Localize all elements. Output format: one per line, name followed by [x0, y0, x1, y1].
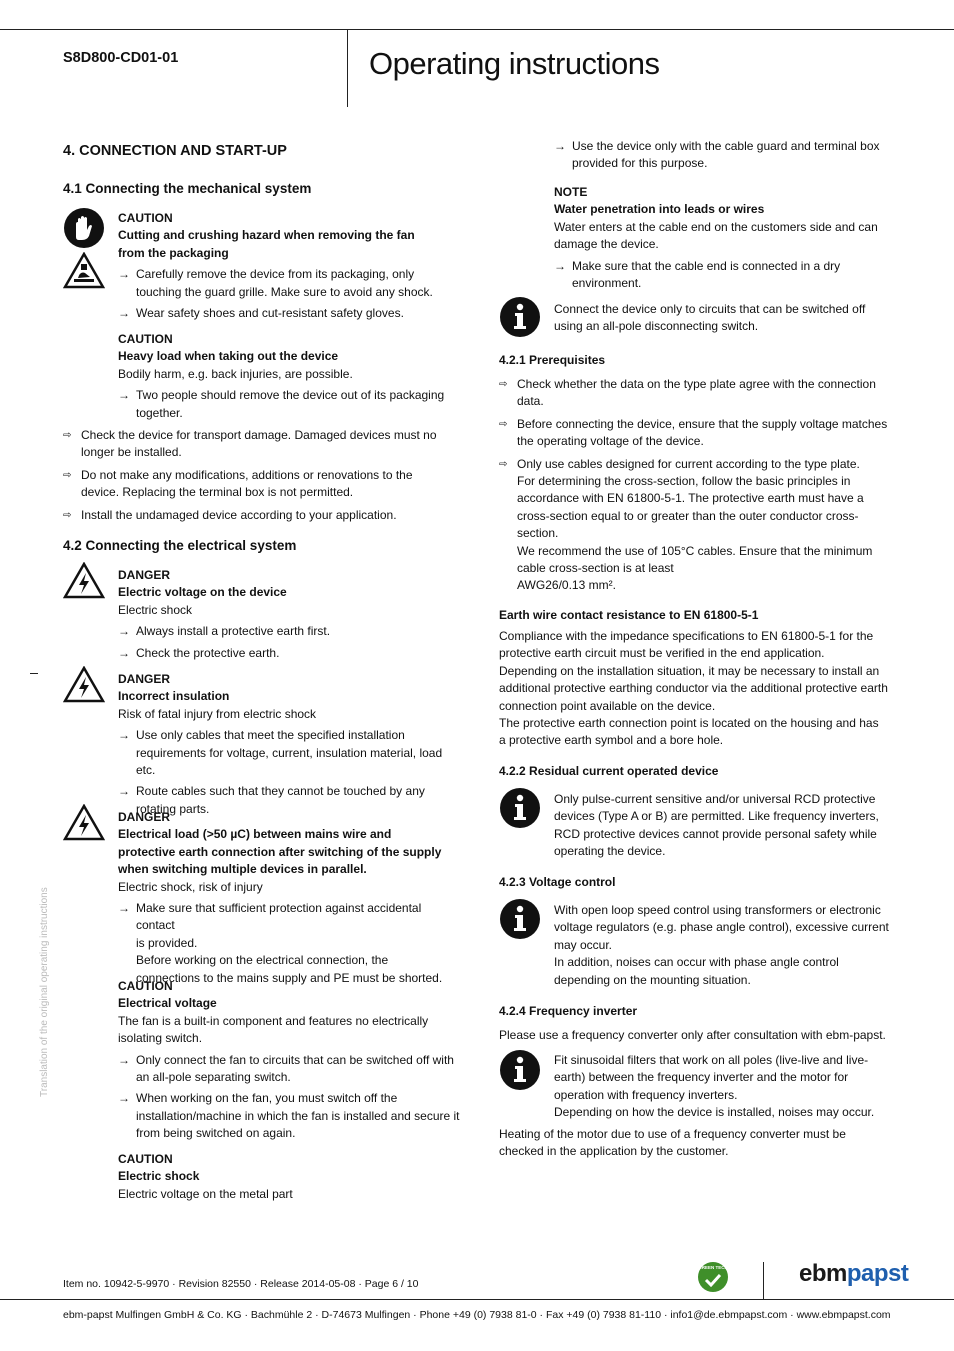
danger-voltage	[118, 567, 463, 662]
danger-electrical-load	[118, 809, 463, 987]
danger-heading-cont: protective earth connection after switching of the supply	[118, 844, 442, 859]
info-text: In addition, noises can occur with phase angle control	[554, 955, 839, 970]
prereq-title: 4.2.1 Prerequisites	[499, 353, 606, 367]
info-text: Depending on how the device is installed, noises may occur.	[554, 1105, 875, 1120]
danger-heading: Electrical load (>50 µC) between mains wire and	[118, 827, 392, 842]
paragraph-line: Heating of the motor due to use of a frequency converter must be	[499, 1127, 846, 1141]
caution-heavy-load	[118, 331, 463, 422]
danger-body: Risk of fatal injury from electric shock	[118, 706, 317, 721]
earth-title: Earth wire contact resistance to EN 61800-5-1	[499, 608, 759, 622]
footer-logo-divider	[763, 1262, 764, 1300]
info-text: Fit sinusoidal filters that work on all poles (live-live and live-	[554, 1053, 869, 1067]
note-water	[554, 184, 894, 292]
earth-paragraph	[499, 628, 894, 750]
caution-heading: Cutting and crushing hazard when removing the fan	[118, 228, 415, 243]
instruction-item: → Make sure that sufficient protection against accidental contact is provided. Before working on the electrical connection, the connections to the mains supply and PE must be shorted.	[118, 901, 443, 985]
info-text: voltage regulators (e.g. phase angle control), excessive current	[554, 920, 889, 935]
page-title: Operating instructions	[369, 46, 660, 81]
header-top-rule	[0, 29, 954, 30]
danger-label: DANGER	[118, 568, 171, 582]
instruction-item: → When working on the fan, you must switch off the installation/machine in which the fan is installed and secure it from being switched on again.	[118, 1091, 460, 1141]
freq-info	[554, 1052, 894, 1122]
info-text: may occur.	[554, 937, 613, 952]
paragraph-line: protective earth circuit must be verified in the end application.	[499, 646, 825, 661]
prereq-list	[499, 376, 894, 600]
instruction-item: → Use the device only with the cable guard and terminal box provided for this purpose.	[554, 139, 880, 171]
electric-hazard-icon	[63, 562, 105, 599]
section-title: 4. CONNECTION AND START-UP	[63, 143, 287, 159]
electric-hazard-icon	[63, 804, 105, 841]
header-divider	[347, 29, 348, 107]
instruction-item: → Carefully remove the device from its packaging, only touching the guard grille. Make sure to avoid any shock.	[118, 267, 433, 299]
info-text: using an all-pole disconnecting switch.	[554, 319, 759, 334]
instruction-item: → Route cables such that they cannot be touched by any rotating parts.	[118, 784, 425, 816]
note-body: Water enters at the cable end on the customers side and can	[554, 219, 878, 234]
info-text: Connect the device only to circuits that can be switched off	[554, 302, 866, 316]
instruction-item: → Two people should remove the device out of its packaging together.	[118, 388, 445, 420]
margin-mark	[30, 673, 38, 674]
protective-gloves-icon	[63, 207, 105, 249]
note-body-cont: damage the device.	[554, 237, 659, 252]
list-item: ⇨ Before connecting the device, ensure that the supply voltage matches the operating voltage of the device.	[499, 416, 888, 449]
list-item: ⇨ Do not make any modifications, additions or renovations to the device. Replacing the terminal box is not permitted.	[63, 467, 413, 500]
danger-label: DANGER	[118, 672, 171, 686]
cable-guard-instruction	[554, 138, 894, 173]
rcd-info	[554, 791, 894, 861]
info-text: depending on the mounting situation.	[554, 972, 751, 987]
danger-body: Electric shock	[118, 602, 193, 617]
info-text: operation with frequency inverters.	[554, 1087, 738, 1102]
list-item: ⇨ Install the undamaged device according to your application.	[63, 507, 397, 522]
paragraph-line: checked in the application by the customer.	[499, 1144, 729, 1159]
crushing-hazard-icon	[63, 252, 105, 289]
caution-label: CAUTION	[118, 1152, 173, 1166]
caution-label: CAUTION	[118, 979, 173, 993]
instruction-item: → Use only cables that meet the specified installation requirements for voltage, current, insulation material, load etc.	[118, 728, 443, 778]
info-text: RCD protective devices cannot provide personal safety while	[554, 826, 877, 841]
footer-rule	[0, 1299, 954, 1300]
info-text: earth) between the frequency inverter and the motor for	[554, 1070, 849, 1085]
caution-heading: Heavy load when taking out the device	[118, 349, 339, 364]
danger-heading: Incorrect insulation	[118, 689, 230, 704]
caution-body: Electric voltage on the metal part	[118, 1186, 293, 1201]
danger-insulation	[118, 671, 463, 818]
elec-title: 4.2 Connecting the electrical system	[63, 538, 297, 553]
electric-hazard-icon	[63, 666, 105, 703]
instruction-item: → Always install a protective earth first.	[118, 624, 331, 639]
mech-bullet-list	[63, 427, 463, 529]
checkmark-icon	[704, 1273, 722, 1287]
ebmpapst-logo	[799, 1259, 908, 1289]
caution-heading: Electric shock	[118, 1169, 200, 1184]
caution-label: CAUTION	[118, 332, 173, 346]
danger-label: DANGER	[118, 810, 171, 824]
info-text: operating the device.	[554, 844, 666, 859]
caution-cutting	[118, 210, 463, 322]
volt-info	[554, 902, 894, 989]
info-icon	[499, 898, 541, 940]
product-code: S8D800-CD01-01	[63, 50, 179, 66]
instruction-item: → Make sure that the cable end is connected in a dry environment.	[554, 258, 841, 291]
logo-ebm: ebm	[799, 1260, 847, 1287]
note-label: NOTE	[554, 185, 588, 199]
paragraph-line: a protective earth symbol and a bore hole.	[499, 733, 724, 748]
badge-text: GREEN TECH	[698, 1265, 728, 1270]
list-item: ⇨ Only use cables designed for current according to the type plate. For determining the cross-section, follow the basic principles in accordance with EN 61800-5-1. The protective earth must have a cross-section equal to or greater than the outer conductor cross- section. We recommend the use of 105°C cables. Ensure that the minimum cable cross-section is at least AWG26/0.13 mm².	[499, 456, 873, 593]
mech-title: 4.1 Connecting the mechanical system	[63, 181, 312, 196]
item-info: Item no. 10942-5-9970 · Revision 82550 · Release 2014-05-08 · Page 6 / 10	[63, 1278, 419, 1290]
side-note: Translation of the original operating instructions	[39, 887, 50, 1097]
caution-electrical-voltage	[118, 978, 463, 1143]
info-icon	[499, 1049, 541, 1091]
info-text: Only pulse-current sensitive and/or universal RCD protective	[554, 792, 876, 806]
danger-heading: Electric voltage on the device	[118, 585, 287, 600]
instruction-item: → Wear safety shoes and cut-resistant safety gloves.	[118, 306, 404, 321]
logo-papst: papst	[846, 1260, 909, 1287]
freq-title: 4.2.4 Frequency inverter	[499, 1004, 638, 1018]
caution-body-cont: isolating switch.	[118, 1031, 203, 1046]
paragraph-line: The protective earth connection point is located on the housing and has	[499, 716, 879, 731]
paragraph-line: Depending on the installation situation, it may be necessary to install an	[499, 663, 880, 678]
instruction-item: → Check the protective earth.	[118, 645, 280, 660]
caution-heading: Electrical voltage	[118, 996, 217, 1011]
caution-body: Bodily harm, e.g. back injuries, are possible.	[118, 366, 353, 381]
list-item: ⇨ Check whether the data on the type plate agree with the connection data.	[499, 377, 876, 409]
volt-title: 4.2.3 Voltage control	[499, 875, 616, 889]
danger-body: Electric shock, risk of injury	[118, 879, 263, 894]
heating-paragraph	[499, 1126, 894, 1161]
info-icon	[499, 787, 541, 829]
info-connect	[554, 301, 894, 336]
company-address: ebm-papst Mulfingen GmbH & Co. KG · Bachmühle 2 · D-74673 Mulfingen · Phone +49 (0) 7938 81-0 · Fax +49 (0) 7938 81-110 · info1@de.ebmpapst.com · www.ebmpapst.com	[63, 1309, 891, 1321]
caution-electric-shock	[118, 1151, 463, 1203]
instruction-item: → Only connect the fan to circuits that can be switched off with an all-pole separating switch.	[118, 1052, 454, 1085]
caution-label: CAUTION	[118, 211, 173, 225]
caution-heading-cont: from the packaging	[118, 245, 229, 260]
info-icon	[499, 296, 541, 338]
caution-body: The fan is a built-in component and features no electrically	[118, 1013, 429, 1028]
paragraph-line: Compliance with the impedance specifications to EN 61800-5-1 for the	[499, 629, 874, 643]
info-text: devices (Type A or B) are permitted. Like frequency inverters,	[554, 809, 879, 824]
green-tech-badge	[698, 1262, 728, 1292]
note-heading: Water penetration into leads or wires	[554, 202, 765, 217]
freq-intro: Please use a frequency converter only after consultation with ebm-papst.	[499, 1028, 886, 1042]
list-item: ⇨ Check the device for transport damage. Damaged devices must no longer be installed.	[63, 428, 437, 460]
paragraph-line: connection point available on the device.	[499, 698, 716, 713]
danger-heading-cont: when switching multiple devices in parallel.	[118, 862, 367, 877]
rcd-title: 4.2.2 Residual current operated device	[499, 764, 719, 778]
paragraph-line: additional protective earthing conductor via the additional protective earth	[499, 681, 888, 696]
info-text: With open loop speed control using transformers or electronic	[554, 903, 881, 917]
